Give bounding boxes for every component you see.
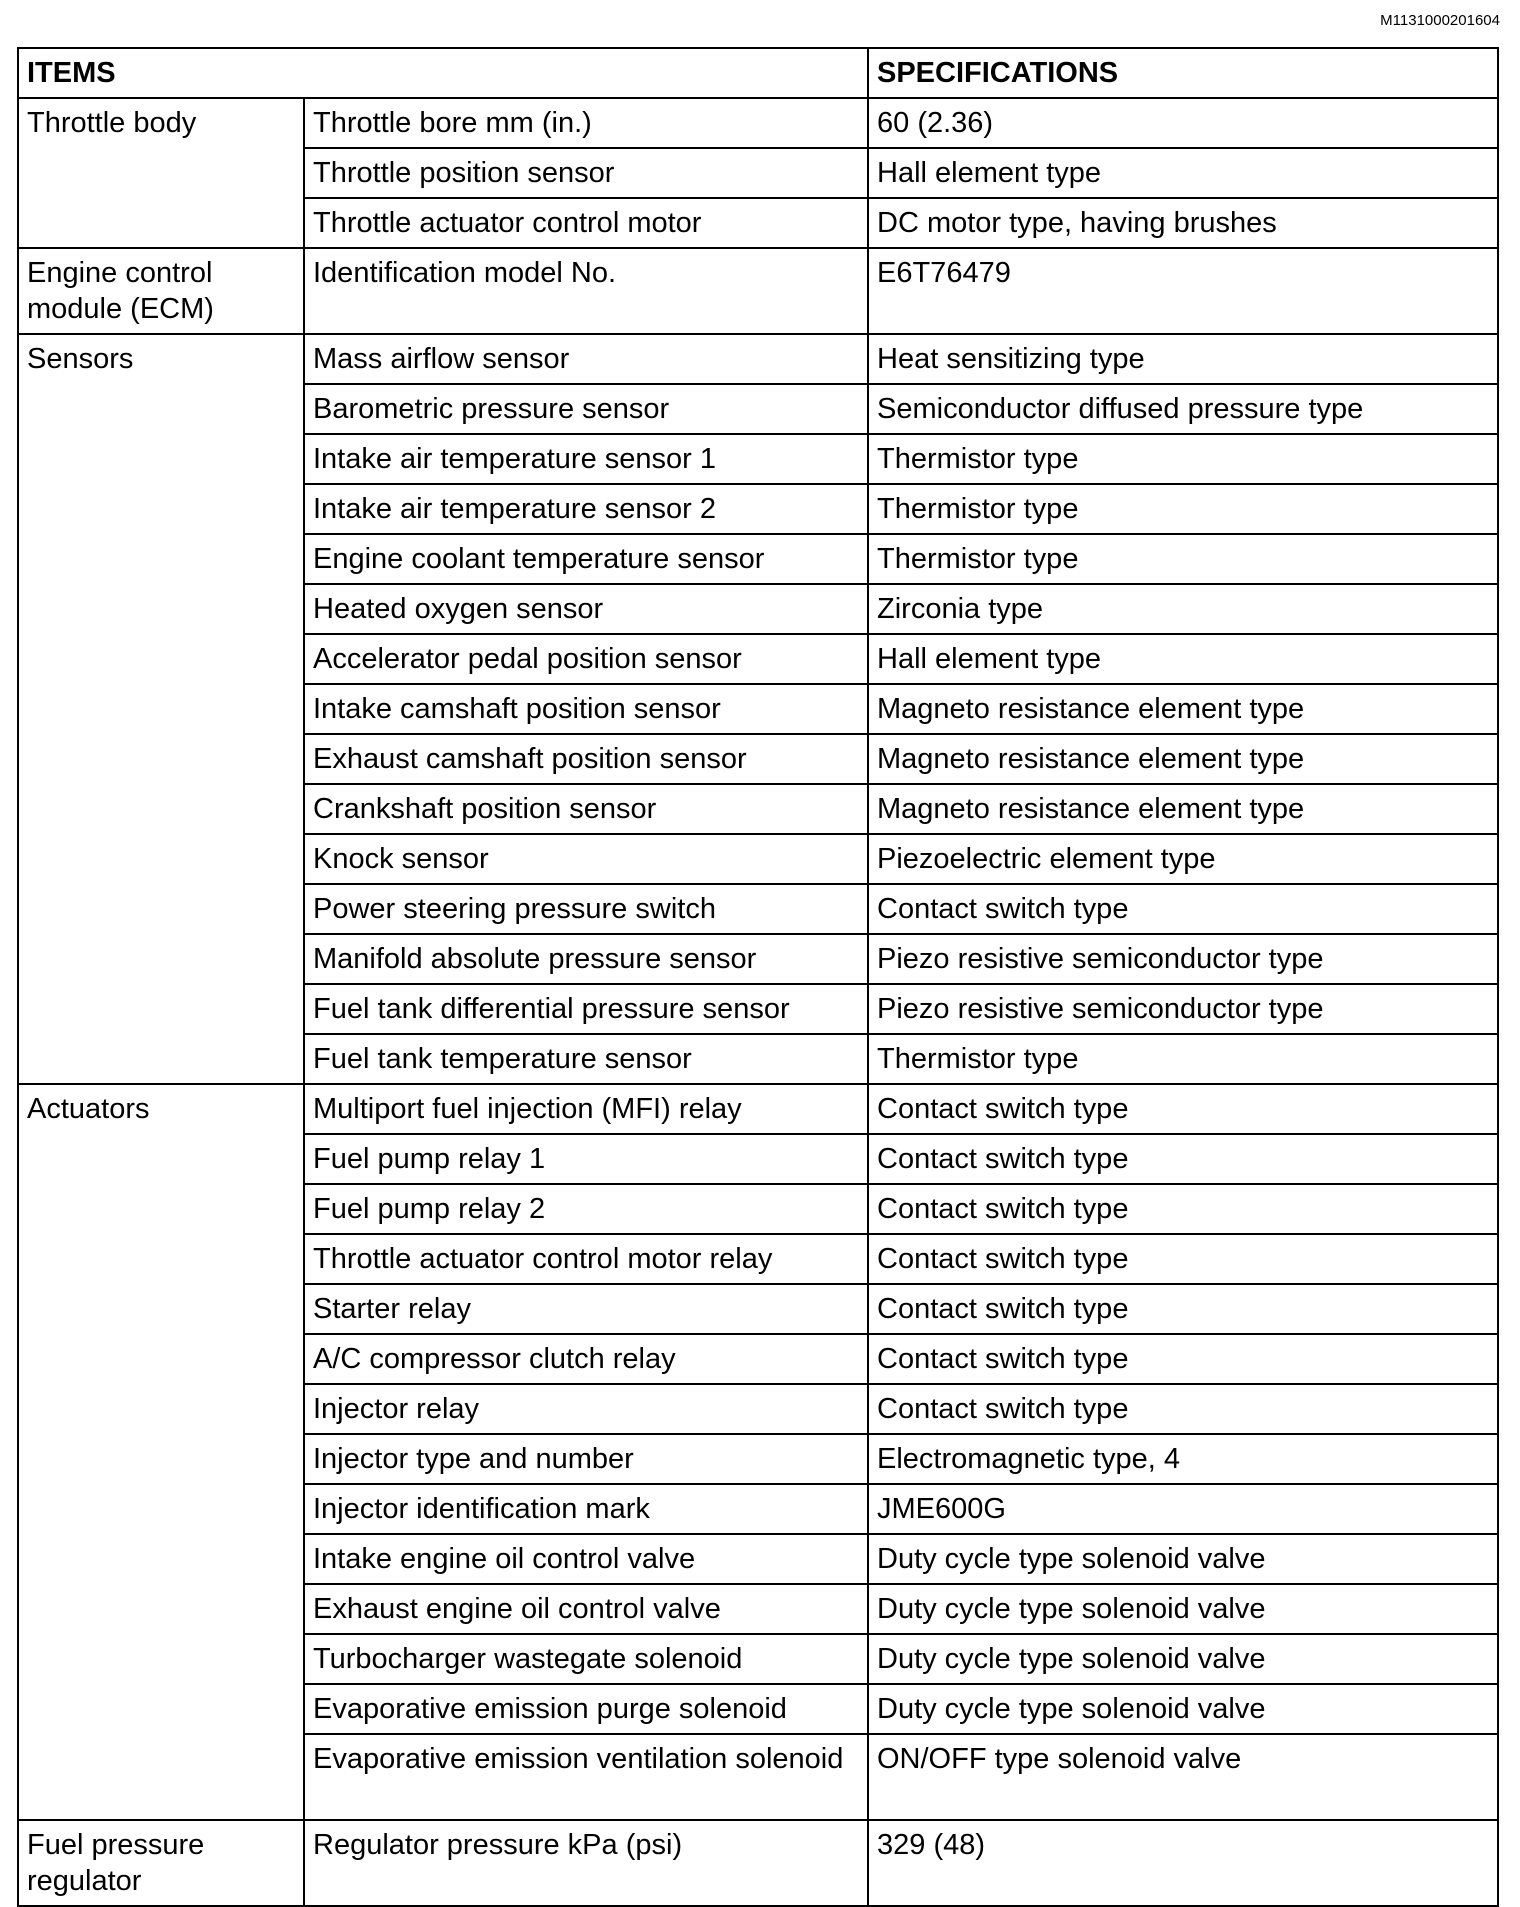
item-cell: Starter relay	[304, 1284, 868, 1334]
item-cell: Throttle actuator control motor	[304, 198, 868, 248]
item-cell: Accelerator pedal position sensor	[304, 634, 868, 684]
item-cell: Mass airflow sensor	[304, 334, 868, 384]
group-sensors: Sensors	[18, 334, 304, 1084]
item-cell: Injector relay	[304, 1384, 868, 1434]
group-fuel-pressure-regulator: Fuel pressure regulator	[18, 1820, 304, 1906]
spec-cell: Duty cycle type solenoid valve	[868, 1634, 1498, 1684]
spec-cell: Contact switch type	[868, 1334, 1498, 1384]
spec-cell: Contact switch type	[868, 884, 1498, 934]
spec-cell: Duty cycle type solenoid valve	[868, 1684, 1498, 1734]
item-cell: Fuel tank temperature sensor	[304, 1034, 868, 1084]
spec-cell: Semiconductor diffused pressure type	[868, 384, 1498, 434]
item-cell: Intake camshaft position sensor	[304, 684, 868, 734]
spec-cell: Contact switch type	[868, 1084, 1498, 1134]
item-cell: Injector identification mark	[304, 1484, 868, 1534]
item-cell: Knock sensor	[304, 834, 868, 884]
specifications-table	[17, 47, 1499, 1907]
item-cell: Fuel pump relay 2	[304, 1184, 868, 1234]
spec-cell: 60 (2.36)	[868, 98, 1498, 148]
spec-cell: Heat sensitizing type	[868, 334, 1498, 384]
spec-cell: Zirconia type	[868, 584, 1498, 634]
group-throttle-body: Throttle body	[18, 98, 304, 248]
spec-cell: Piezo resistive semiconductor type	[868, 934, 1498, 984]
spec-cell: Piezo resistive semiconductor type	[868, 984, 1498, 1034]
spec-cell: Thermistor type	[868, 1034, 1498, 1084]
group-ecm: Engine control module (ECM)	[18, 248, 304, 334]
spec-cell: JME600G	[868, 1484, 1498, 1534]
spec-cell: ON/OFF type solenoid valve	[868, 1734, 1498, 1820]
spec-cell: Magneto resistance element type	[868, 734, 1498, 784]
item-cell: Throttle bore mm (in.)	[304, 98, 868, 148]
spec-cell: Magneto resistance element type	[868, 784, 1498, 834]
item-cell: Evaporative emission purge solenoid	[304, 1684, 868, 1734]
spec-cell: 329 (48)	[868, 1820, 1498, 1906]
item-cell: Exhaust engine oil control valve	[304, 1584, 868, 1634]
item-cell: Fuel tank differential pressure sensor	[304, 984, 868, 1034]
spec-cell: Electromagnetic type, 4	[868, 1434, 1498, 1484]
spec-cell: Duty cycle type solenoid valve	[868, 1534, 1498, 1584]
spec-cell: Contact switch type	[868, 1234, 1498, 1284]
item-cell: Power steering pressure switch	[304, 884, 868, 934]
spec-cell: DC motor type, having brushes	[868, 198, 1498, 248]
table-row	[18, 334, 1498, 384]
spec-cell: Contact switch type	[868, 1134, 1498, 1184]
spec-cell: Hall element type	[868, 634, 1498, 684]
specifications-header: SPECIFICATIONS	[868, 48, 1498, 98]
item-cell: Identification model No.	[304, 248, 868, 334]
item-cell: Intake air temperature sensor 2	[304, 484, 868, 534]
item-cell: A/C compressor clutch relay	[304, 1334, 868, 1384]
spec-cell: Contact switch type	[868, 1184, 1498, 1234]
spec-cell: E6T76479	[868, 248, 1498, 334]
item-cell: Fuel pump relay 1	[304, 1134, 868, 1184]
spec-cell: Magneto resistance element type	[868, 684, 1498, 734]
spec-cell: Thermistor type	[868, 434, 1498, 484]
item-cell: Multiport fuel injection (MFI) relay	[304, 1084, 868, 1134]
table-row	[18, 1820, 1498, 1906]
item-cell: Exhaust camshaft position sensor	[304, 734, 868, 784]
items-header: ITEMS	[18, 48, 868, 98]
item-cell: Turbocharger wastegate solenoid	[304, 1634, 868, 1684]
table-row	[18, 98, 1498, 148]
item-cell: Intake air temperature sensor 1	[304, 434, 868, 484]
header-row	[18, 48, 1498, 98]
table-row	[18, 1084, 1498, 1134]
spec-cell: Thermistor type	[868, 534, 1498, 584]
item-cell: Evaporative emission ventilation solenoid	[304, 1734, 868, 1820]
item-cell: Throttle position sensor	[304, 148, 868, 198]
item-cell: Manifold absolute pressure sensor	[304, 934, 868, 984]
document-id: M1131000201604	[1380, 12, 1500, 29]
item-cell: Throttle actuator control motor relay	[304, 1234, 868, 1284]
item-cell: Engine coolant temperature sensor	[304, 534, 868, 584]
spec-cell: Hall element type	[868, 148, 1498, 198]
item-cell: Intake engine oil control valve	[304, 1534, 868, 1584]
item-cell: Crankshaft position sensor	[304, 784, 868, 834]
item-cell: Heated oxygen sensor	[304, 584, 868, 634]
spec-cell: Piezoelectric element type	[868, 834, 1498, 884]
item-cell: Barometric pressure sensor	[304, 384, 868, 434]
spec-cell: Duty cycle type solenoid valve	[868, 1584, 1498, 1634]
item-cell: Injector type and number	[304, 1434, 868, 1484]
spec-cell: Thermistor type	[868, 484, 1498, 534]
table-row	[18, 248, 1498, 334]
item-cell: Regulator pressure kPa (psi)	[304, 1820, 868, 1906]
spec-cell: Contact switch type	[868, 1384, 1498, 1434]
group-actuators: Actuators	[18, 1084, 304, 1820]
spec-cell: Contact switch type	[868, 1284, 1498, 1334]
